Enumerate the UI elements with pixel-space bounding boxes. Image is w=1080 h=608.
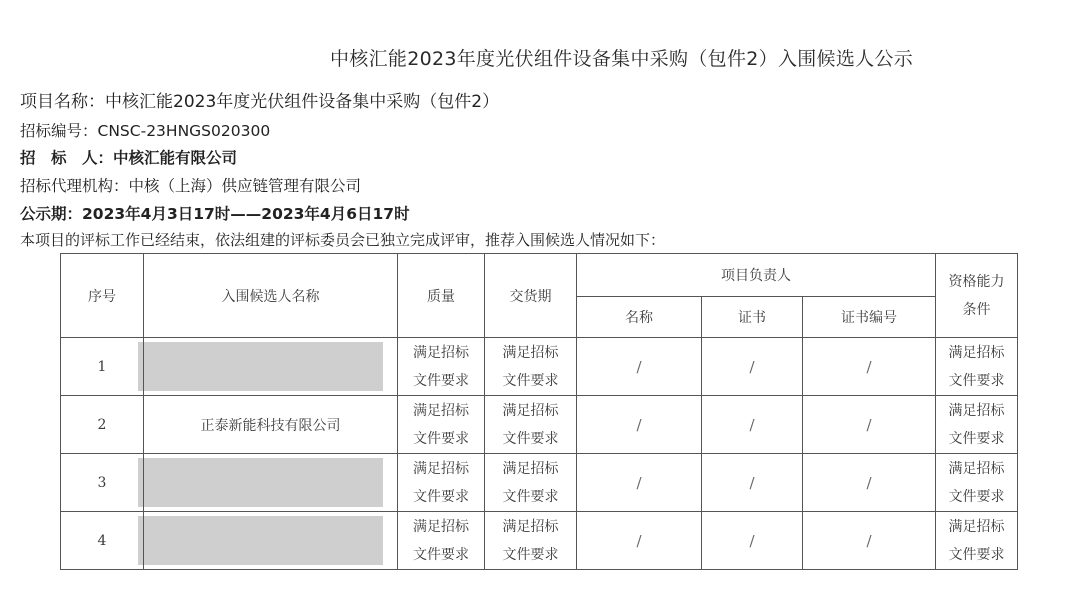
qualification-cell: [936, 338, 1018, 396]
delivery-line: 满足招标: [502, 344, 559, 361]
qualification-cell: [936, 512, 1018, 570]
delivery-line: 满足招标: [502, 460, 559, 477]
quality-cell: [398, 454, 485, 512]
header-project-manager: 项目负责人: [577, 254, 936, 297]
delivery-line: 文件要求: [502, 488, 559, 505]
manager-name-cell: /: [577, 338, 702, 396]
delivery-line: 满足招标: [502, 518, 559, 535]
header-qualification-line1: 资格能力: [948, 273, 1005, 290]
certificate-no-cell: /: [803, 396, 936, 454]
redacted-block: [138, 342, 383, 391]
header-manager-name: 名称: [577, 297, 702, 338]
agency-label: 招标代理机构：: [20, 177, 129, 195]
quality-line: 满足招标: [413, 518, 469, 535]
tender-number-line: [20, 119, 270, 141]
publicity-period-label: 公示期：: [20, 205, 83, 223]
certificate-no-cell: /: [803, 512, 936, 570]
row-index: 3: [61, 454, 144, 512]
manager-name-cell: /: [577, 454, 702, 512]
header-certificate-no: 证书编号: [803, 297, 936, 338]
quality-line: 文件要求: [413, 430, 469, 447]
document-title: 中核汇能2023年度光伏组件设备集中采购（包件2）入围候选人公示: [330, 48, 914, 70]
delivery-cell: [485, 512, 577, 570]
header-quality: 质量: [398, 254, 485, 338]
delivery-line: 文件要求: [502, 546, 559, 563]
tenderer-line: [20, 146, 237, 168]
quality-cell: [398, 512, 485, 570]
quality-line: 满足招标: [413, 344, 469, 361]
candidate-cell: [144, 454, 398, 512]
candidate-cell: [144, 512, 398, 570]
redacted-block: [138, 516, 383, 565]
header-candidate: 入围候选人名称: [144, 254, 398, 338]
header-certificate: 证书: [702, 297, 803, 338]
redacted-block: [138, 458, 383, 507]
scan-artifact: [700, 14, 760, 20]
manager-name-cell: /: [577, 512, 702, 570]
tenderer-label: 招 标 人：: [20, 149, 114, 167]
project-name-value: 中核汇能2023年度光伏组件设备集中采购（包件2）: [105, 92, 500, 112]
quality-cell: [398, 396, 485, 454]
intro-paragraph: 本项目的评标工作已经结束，依法组建的评标委员会已独立完成评审，推荐入围候选人情况如下：: [20, 231, 666, 249]
certificate-cell: /: [702, 338, 803, 396]
project-name-line: [20, 87, 499, 112]
certificate-cell: /: [702, 512, 803, 570]
header-delivery: 交货期: [485, 254, 577, 338]
row-index: 1: [61, 338, 144, 396]
qualification-cell: [936, 396, 1018, 454]
qualification-line: 满足招标: [948, 518, 1005, 535]
delivery-cell: [485, 396, 577, 454]
project-name-label: 项目名称：: [20, 92, 105, 112]
qualification-cell: [936, 454, 1018, 512]
quality-line: 文件要求: [413, 488, 469, 505]
row-index: 2: [61, 396, 144, 454]
qualification-line: 文件要求: [948, 488, 1005, 505]
table-row: [61, 338, 1018, 396]
candidate-name: 正泰新能科技有限公司: [144, 396, 398, 454]
tenderer-value: 中核汇能有限公司: [113, 149, 238, 167]
delivery-line: 文件要求: [502, 430, 559, 447]
delivery-cell: [485, 338, 577, 396]
quality-line: 文件要求: [413, 372, 469, 389]
manager-name-cell: /: [577, 396, 702, 454]
certificate-no-cell: /: [803, 454, 936, 512]
table-row: [61, 396, 1018, 454]
qualification-line: 满足招标: [948, 402, 1005, 419]
quality-cell: [398, 338, 485, 396]
publicity-period-line: [20, 202, 410, 224]
tender-number-value: CNSC-23HNGS020300: [97, 122, 271, 140]
qualification-line: 文件要求: [948, 372, 1005, 389]
header-qualification-line2: 条件: [962, 301, 991, 318]
delivery-cell: [485, 454, 577, 512]
header-index: 序号: [61, 254, 144, 338]
publicity-period-value: 2023年4月3日17时——2023年4月6日17时: [82, 205, 410, 223]
agency-value: 中核（上海）供应链管理有限公司: [128, 177, 362, 195]
quality-line: 满足招标: [413, 460, 469, 477]
tender-number-label: 招标编号：: [20, 122, 98, 140]
qualification-line: 满足招标: [948, 344, 1005, 361]
agency-line: [20, 174, 361, 196]
table-row: [61, 512, 1018, 570]
qualification-line: 文件要求: [948, 430, 1005, 447]
delivery-line: 文件要求: [502, 372, 559, 389]
candidate-cell: [144, 338, 398, 396]
certificate-cell: /: [702, 454, 803, 512]
delivery-line: 满足招标: [502, 402, 559, 419]
quality-line: 文件要求: [413, 546, 469, 563]
certificate-no-cell: /: [803, 338, 936, 396]
certificate-cell: /: [702, 396, 803, 454]
qualification-line: 满足招标: [948, 460, 1005, 477]
candidates-table: [60, 253, 1018, 570]
header-qualification: [936, 254, 1018, 338]
row-index: 4: [61, 512, 144, 570]
qualification-line: 文件要求: [948, 546, 1005, 563]
quality-line: 满足招标: [413, 402, 469, 419]
table-row: [61, 454, 1018, 512]
